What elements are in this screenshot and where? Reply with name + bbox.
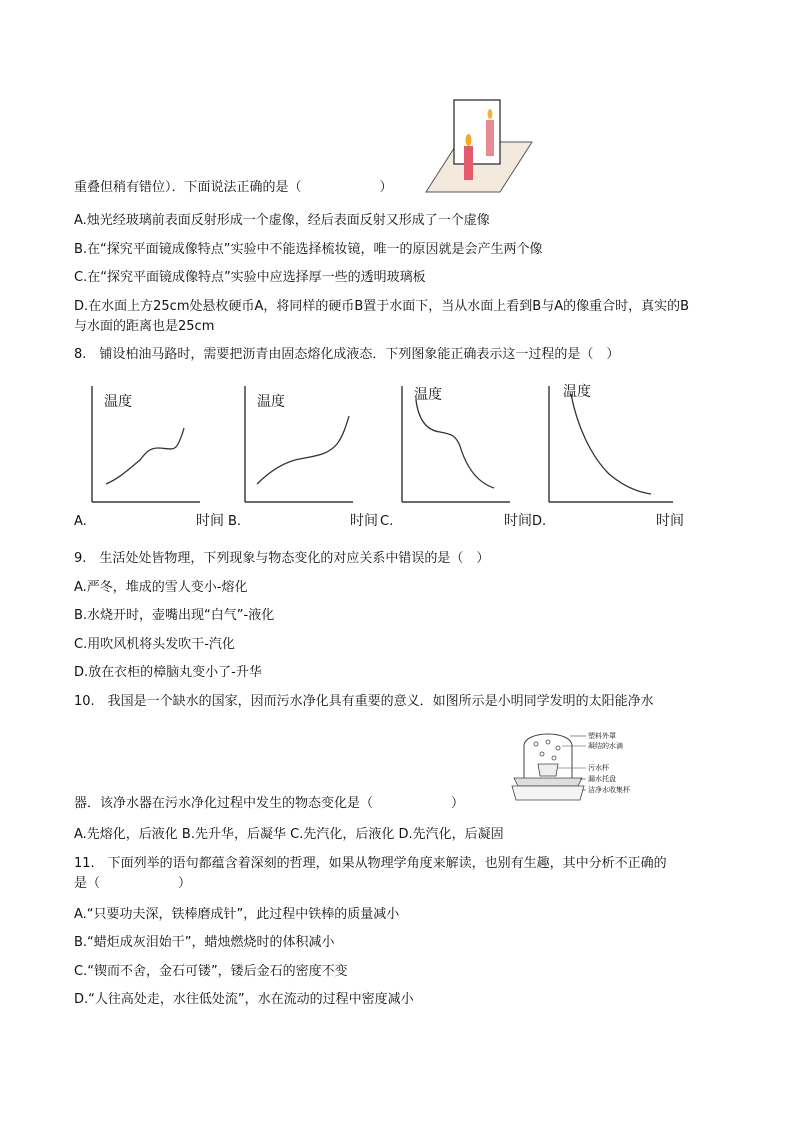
q7-option-c: C.在“探究平面镜成像特点”实验中应选择厚一些的透明玻璃板 [74, 270, 426, 285]
purifier-label-collector: 洁净水收集杯 [588, 786, 630, 794]
graph-b-letter: B. [228, 514, 242, 529]
q11-stem-2: 是（ ） [74, 876, 192, 891]
q10-stem: 10. 我国是一个缺水的国家，因而污水净化具有重要的意义．如图所示是小明同学发明的太阳能净水 [74, 694, 654, 709]
q11-stem-1: 11. 下面列举的语句都蕴含着深刻的哲理，如果从物理学角度来解读，也别有生趣，其中分析不正确的 [74, 856, 667, 871]
q9-option-d: D.放在衣柜的樟脑丸变小了-升华 [74, 665, 262, 680]
graph-d-xlabel: 时间 [656, 513, 684, 529]
q7-option-d-cont: 与水面的距离也是25cm [74, 319, 215, 334]
q11-option-b: B.“蜡炬成灰泪始干”，蜡烛燃烧时的体积减小 [74, 935, 335, 950]
graph-b-xlabel: 时间 [350, 513, 378, 529]
q10-options: A.先熔化，后液化 B.先升华，后凝华 C.先汽化，后液化 D.先汽化，后凝固 [74, 827, 504, 842]
graph-a-xlabel: 时间 [196, 513, 224, 529]
q9-option-b: B.水烧开时，壶嘴出现“白气”-液化 [74, 608, 275, 623]
graph-c-ylabel: 温度 [414, 387, 442, 403]
q11-option-d: D.“人往高处走，水往低处流”，水在流动的过程中密度减小 [74, 992, 414, 1007]
graph-d [547, 386, 675, 504]
q8-stem: 8. 铺设柏油马路时，需要把沥青由固态熔化成液态．下列图象能正确表示这一过程的是（ ） [74, 347, 620, 362]
graph-a-ylabel: 温度 [104, 394, 132, 410]
graph-b-ylabel: 温度 [257, 394, 285, 410]
q11-option-c: C.“锲而不舍，金石可镂”，镂后金石的密度不变 [74, 964, 348, 979]
graph-d-ylabel: 温度 [563, 384, 591, 400]
q10-stem-tail: 器．该净水器在污水净化过程中发生的物态变化是（ ） [74, 796, 465, 811]
graph-c-letter: C. [380, 514, 394, 529]
q7-option-a: A.烛光经玻璃前表面反射形成一个虚像，经后表面反射又形成了一个虚像 [74, 213, 490, 228]
q9-option-a: A.严冬，堆成的雪人变小-熔化 [74, 580, 248, 595]
q9-option-c: C.用吹风机将头发吹干-汽化 [74, 637, 235, 652]
q11-option-a: A.“只要功夫深，铁棒磨成针”，此过程中铁棒的质量减小 [74, 907, 400, 922]
q7-option-d: D.在水面上方25cm处悬枚硬币A，将同样的硬币B置于水面下，当从水面上看到B与A的像重合时，真实的B [74, 299, 690, 314]
graph-a-letter: A. [74, 514, 87, 529]
graph-c-xlabel: 时间 [504, 513, 532, 529]
purifier-label-tray: 漏水托盘 [588, 775, 616, 783]
purifier-label-cover: 塑料外罩 [588, 732, 616, 740]
graph-d-letter: D. [532, 514, 547, 529]
purifier-label-droplets: 凝结的水滴 [588, 742, 623, 750]
q9-stem: 9. 生活处处皆物理，下列现象与物态变化的对应关系中错误的是（ ） [74, 551, 490, 566]
q7-option-b: B.在“探究平面镜成像特点”实验中不能选择梳妆镜，唯一的原因就是会产生两个像 [74, 242, 543, 257]
candle-mirror-figure [424, 98, 534, 194]
purifier-label-cup: 污水杯 [588, 764, 609, 772]
q7-stem-tail: 重叠但稍有错位）．下面说法正确的是（ ） [74, 180, 393, 195]
